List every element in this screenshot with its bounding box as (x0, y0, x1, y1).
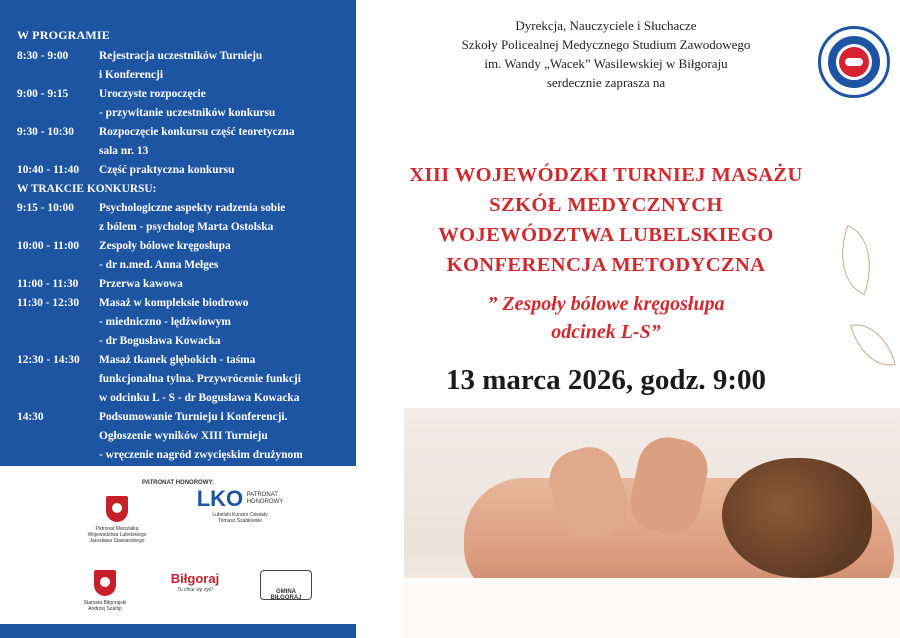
program-row: 9:30 - 10:30 Rozpoczęcie konkursu część teoretyczna sala nr. 13 (17, 126, 295, 157)
during-heading: W TRAKCIE KONKURSU: (17, 183, 157, 195)
program-row: 8:30 - 9:00 Rejestracja uczestników Turnieju i Konferencji (17, 50, 263, 81)
left-panel (0, 0, 356, 638)
during-row: 10:00 - 11:00 Zespoły bólowe kręgosłupa - dr n.med. Anna Mełges (17, 240, 231, 271)
during-row: 12:30 - 14:30 Masaż tkanek głębokich - taśma funkcjonalna tylna. Przywrócenie funkcji w odcinku L - S - dr Bogusława Kowacka (17, 354, 301, 404)
program-heading: W PROGRAMIE (17, 28, 110, 42)
massage-photo (404, 408, 900, 638)
starost-patronage: Starosta Biłgorajski Andrzej Szarlip (70, 570, 140, 612)
during-list (17, 199, 346, 465)
lko-logo: LKO (196, 486, 244, 511)
program-row: 10:40 - 11:40 Część praktyczna konkursu (17, 164, 235, 176)
during-row: 9:15 - 10:00 Psychologiczne aspekty radzenia sobie z bólem - psycholog Marta Ostolska (17, 202, 286, 233)
patronage-area (0, 466, 356, 628)
gmina-logo: GMINA BIŁGORAJ (260, 570, 320, 600)
towel (404, 578, 900, 638)
bilgoraj-logo: Biłgoraj Tu chce się żyć! (170, 571, 220, 593)
during-row: 11:00 - 11:30 Przerwa kawowa (17, 278, 183, 290)
during-row: 14:30 Podsumowanie Turnieju i Konferencji. Ogłoszenie wyników XIII Turnieju - wręczenie nagród zwycięskim drużynom (17, 411, 303, 461)
event-title: XIII WOJEWÓDZKI TURNIEJ MASAŻU SZKÓŁ MEDYCZNYCH WOJEWÓDZTWA LUBELSKIEGO KONFERENCJA METODYCZNA (409, 164, 803, 276)
program-panel (0, 0, 356, 466)
crest-icon (94, 570, 116, 596)
curator-patronage: LKO PATRONAT HONOROWY Lubelski Kurator Oświaty Tomasz Szabłowski (196, 486, 284, 524)
event-date: 13 marca 2026, godz. 9:00 (445, 364, 767, 396)
marshal-patronage: Patronat Marszałka Województwa Lubelskiego Jarosława Stawiarskiego (72, 496, 162, 544)
crest-icon (106, 496, 128, 522)
during-row: 11:30 - 12:30 Masaż w kompleksie biodrowo - miedniczno - lędźwiowym - dr Bogusława Kowacka (17, 297, 249, 347)
school-seal-icon (818, 26, 890, 98)
patronage-title: PATRONAT HONOROWY: (142, 480, 214, 486)
right-panel (356, 0, 900, 638)
leaf-decoration (850, 316, 896, 373)
invitation-text: Dyrekcja, Nauczyciele i Słuchacze Szkoły Policealnej Medycznego Studium Zawodowego im. Wandy „Wacek” Wasilewskiej w Biłgoraju serdecznie zaprasza na (461, 18, 751, 90)
bottom-strip (0, 624, 356, 638)
program-row: 9:00 - 9:15 Uroczyste rozpoczęcie - przywitanie uczestników konkursu (17, 88, 276, 119)
event-subtitle: ” Zespoły bólowe kręgosłupa odcinek L-S” (487, 293, 725, 343)
program-list (17, 47, 346, 180)
